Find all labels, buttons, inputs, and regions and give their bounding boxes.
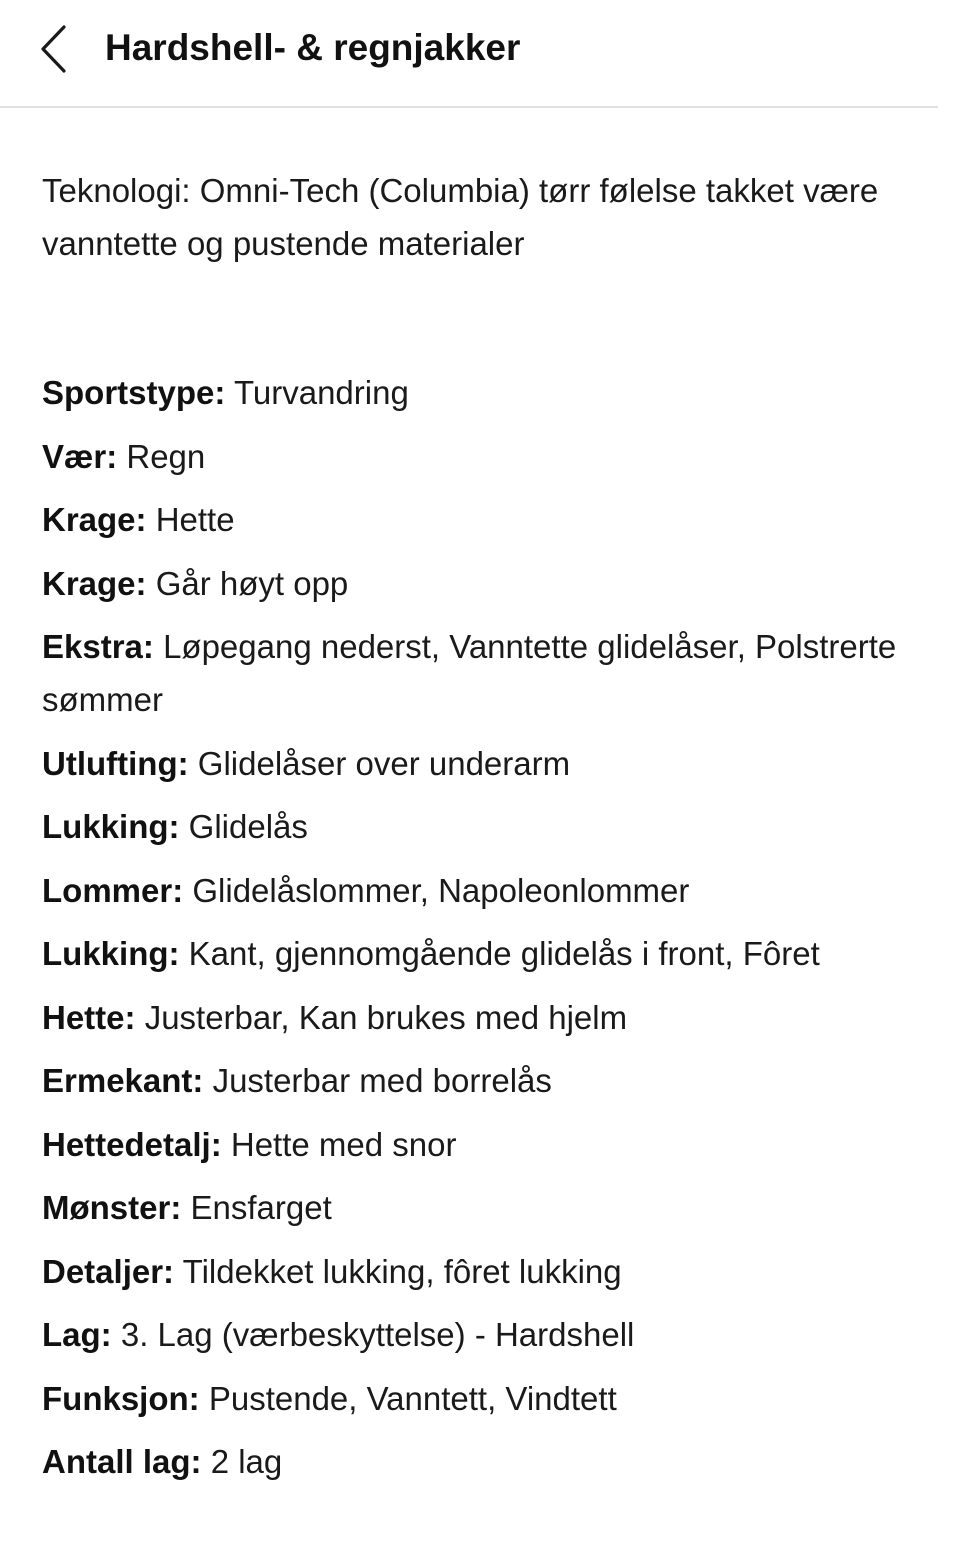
spec-value: Turvandring bbox=[233, 374, 409, 411]
spec-item-lukking bbox=[42, 800, 922, 853]
back-button[interactable] bbox=[24, 14, 84, 84]
spec-label: Sportstype: bbox=[42, 374, 226, 411]
spec-label: Antall lag: bbox=[42, 1443, 202, 1480]
spec-value: 2 lag bbox=[210, 1443, 283, 1480]
spec-label: Ekstra: bbox=[42, 628, 154, 665]
spec-label: Hette: bbox=[42, 998, 136, 1036]
spec-value: Glidelåser over underarm bbox=[197, 744, 571, 782]
spec-value: Pustende, Vanntett, Vindtett bbox=[208, 1379, 617, 1417]
spec-label: Lag: bbox=[42, 1316, 112, 1353]
spec-item-ekstra bbox=[42, 620, 922, 726]
spec-label: Vær: bbox=[42, 437, 118, 475]
spec-item-antall-lag bbox=[42, 1435, 922, 1488]
spec-item-detaljer bbox=[42, 1245, 922, 1298]
spec-label: Krage: bbox=[42, 501, 147, 538]
spec-label: Mønster: bbox=[42, 1189, 182, 1226]
spec-value: 3. Lag (værbeskyttelse) - Hardshell bbox=[120, 1316, 635, 1353]
spec-item-krage bbox=[42, 493, 922, 546]
spec-value: Ensfarget bbox=[190, 1189, 332, 1226]
spec-list bbox=[42, 366, 922, 1488]
spec-item-monster bbox=[42, 1181, 922, 1234]
spec-value: Justerbar med borrelås bbox=[212, 1062, 552, 1099]
spec-item-hette bbox=[42, 991, 922, 1044]
spec-label: Utlufting: bbox=[42, 744, 189, 782]
spec-item-ermekant bbox=[42, 1054, 922, 1107]
spec-label: Hettedetalj: bbox=[42, 1125, 222, 1163]
spec-label: Krage: bbox=[42, 564, 147, 602]
spec-value: Løpegang nederst, Vanntette glidelåser, Polstrerte sømmer bbox=[42, 628, 897, 718]
spec-value: Kant, gjennomgående glidelås i front, Fôret bbox=[188, 935, 820, 972]
spec-label: Lommer: bbox=[42, 871, 184, 909]
spec-value: Hette med snor bbox=[230, 1125, 457, 1163]
spec-value: Hette bbox=[155, 501, 235, 538]
top-bar bbox=[0, 0, 938, 108]
spec-value: Tildekket lukking, fôret lukking bbox=[182, 1252, 622, 1290]
spec-value: Glidelås bbox=[188, 808, 308, 845]
spec-item-hettedetalj bbox=[42, 1118, 922, 1171]
spec-item-krage-2 bbox=[42, 557, 922, 610]
spec-item-sportstype bbox=[42, 366, 922, 419]
technology-description: Teknologi: Omni-Tech (Columbia) tørr følelse takket være vanntette og pustende materialer bbox=[42, 172, 879, 262]
product-details bbox=[42, 164, 922, 1499]
page-title: Hardshell- & regnjakker bbox=[105, 27, 521, 68]
spec-value: Justerbar, Kan brukes med hjelm bbox=[144, 998, 628, 1036]
spec-label: Funksjon: bbox=[42, 1379, 200, 1417]
spec-label: Detaljer: bbox=[42, 1252, 175, 1290]
spec-value: Går høyt opp bbox=[155, 564, 349, 602]
spec-label: Ermekant: bbox=[42, 1062, 204, 1099]
spec-item-lommer bbox=[42, 864, 922, 917]
spec-item-vaer bbox=[42, 430, 922, 483]
spec-label: Lukking: bbox=[42, 808, 180, 845]
spec-item-funksjon bbox=[42, 1372, 922, 1425]
spec-label: Lukking: bbox=[42, 935, 180, 972]
spec-value: Glidelåslommer, Napoleonlommer bbox=[192, 871, 690, 909]
spec-item-lag bbox=[42, 1308, 922, 1361]
chevron-left-icon bbox=[39, 24, 69, 74]
spec-value: Regn bbox=[126, 437, 206, 475]
spec-item-utlufting bbox=[42, 737, 922, 790]
spec-item-lukking-2 bbox=[42, 927, 922, 980]
